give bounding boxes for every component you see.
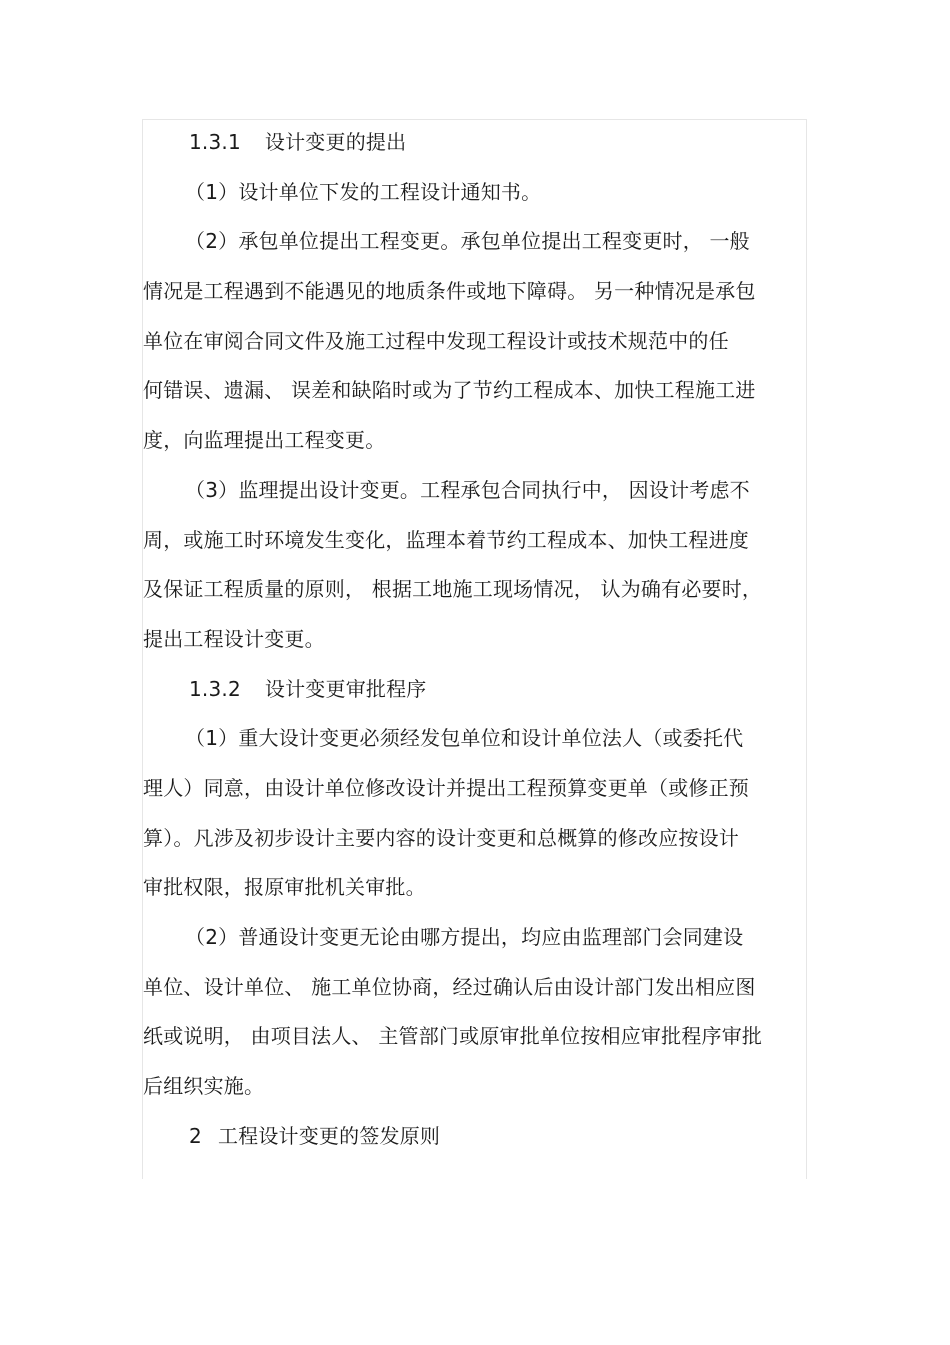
document-body	[143, 118, 803, 1161]
paragraph-line: （3）监理提出设计变更。工程承包合同执行中， 因设计考虑不	[185, 477, 750, 502]
paragraph-line: 及保证工程质量的原则， 根据工地施工现场情况， 认为确有必要时，	[143, 577, 763, 602]
paragraph-line: 审批权限，报原审批机关审批。	[143, 875, 426, 900]
paragraph-line: 度，向监理提出工程变更。	[143, 428, 386, 453]
section-heading	[143, 665, 803, 715]
paragraph-line: 理人）同意，由设计单位修改设计并提出工程预算变更单（或修正预	[143, 775, 749, 800]
paragraph-line: （1）设计单位下发的工程设计通知书。	[185, 179, 542, 204]
paragraph-line: 算）。凡涉及初步设计主要内容的设计变更和总概算的修改应按设计	[143, 825, 739, 850]
section-number: 2	[189, 1123, 202, 1148]
paragraph-line: 周，或施工时环境发生变化，监理本着节约工程成本、加快工程进度	[143, 527, 749, 552]
paragraph-line: （2）承包单位提出工程变更。承包单位提出工程变更时， 一般	[185, 229, 750, 254]
paragraph-line: （1）重大设计变更必须经发包单位和设计单位法人（或委托代	[185, 726, 744, 751]
paragraph-line: 提出工程设计变更。	[143, 626, 325, 651]
paragraph-line: （2）普通设计变更无论由哪方提出，均应由监理部门会同建设	[185, 925, 744, 949]
section-title: 设计变更的提出	[264, 130, 407, 154]
paragraph-line: 情况是工程遇到不能遇见的地质条件或地下障碍。 另一种情况是承包	[143, 279, 756, 304]
section-number: 1.3.2	[189, 676, 241, 701]
paragraph-line: 纸或说明， 由项目法人、 主管部门或原审批单位按相应审批程序审批	[143, 1024, 763, 1049]
section-title: 设计变更审批程序	[264, 676, 427, 701]
paragraph-line: 单位在审阅合同文件及施工过程中发现工程设计或技术规范中的任	[143, 328, 729, 353]
paragraph-line: 单位、设计单位、 施工单位协商，经过确认后由设计部门发出相应图	[143, 974, 756, 999]
paragraph-line: 后组织实施。	[143, 1074, 265, 1099]
section-title: 工程设计变更的签发原则	[217, 1123, 441, 1148]
section-number: 1.3.1	[189, 130, 241, 154]
section-heading	[143, 1112, 803, 1162]
section-heading	[143, 118, 803, 168]
paragraph-line: 何错误、遗漏、 误差和缺陷时或为了节约工程成本、加快工程施工进	[143, 378, 756, 403]
